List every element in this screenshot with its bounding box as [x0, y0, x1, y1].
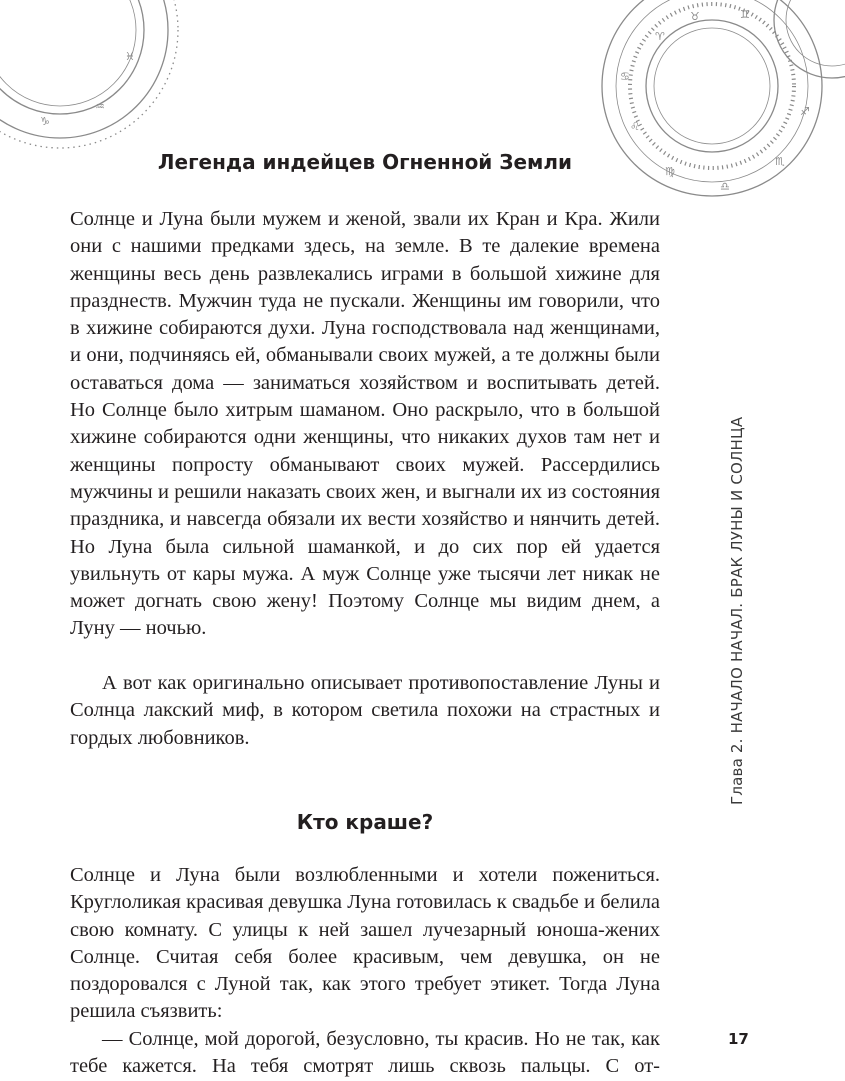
left-zodiac-wheel [0, 0, 178, 148]
legend-paragraph: Солнце и Луна были мужем и женой, звали их Кран и Кра. Жили они с нашими предками здесь, на земле. В те далекие времена женщины весь день развлекались играми в большой хижине для празднеств. Мужчин туда не пускали. Женщины им говорили, что в хижине собираются духи. Луна господствовала над женщинами, и они, подчиняясь ей, обманывали своих мужей, а те должны были оставаться дома — заниматься хозяйством и воспитывать детей. Но Солнце было хитрым шаманом. Оно раскрыло, что в большой хижине собираются одни женщины, что никаких духов там нет и женщины попросту обманывают своих мужей. Рассердились мужчины и решили наказать своих жен, и выгнали их из состояния праздника, и навсегда обязали их вести хозяйство и нянчить детей. Но Луна была сильной шаманкой, и до сих пор ей удается увильнуть от кары мужа. А муж Солнце уже тысячи лет никак не может догнать свою жену! Поэтому Солнце мы видим днем, а Луну — ночью. [70, 208, 660, 640]
zodiac-glyph: ♑ [40, 115, 50, 128]
page-number: 17 [728, 1030, 749, 1048]
myth-paragraph: Солнце и Луна были возлюбленными и хотели пожениться. Круглоликая красивая девушка Луна готовилась к свадьбе и белила свою комнату. С улицы к ней зашел лучезарный юноша-жених Солнце. Считая себя более красивым, чем девушка, он не поздоровался с Луной так, как этого требует этикет. Тогда Луна решила съязвить: [70, 864, 660, 1023]
zodiac-glyph: ♓ [125, 50, 135, 63]
zodiac-glyph: ♎ [720, 180, 730, 193]
zodiac-glyph: ♋ [620, 70, 630, 83]
dialogue-paragraph: — Солнце, мой дорогой, безусловно, ты красив. Но не так, как тебе кажется. На тебя смотрят лишь сквозь пальцы. С от- [70, 1028, 660, 1078]
zodiac-glyph: ♐ [800, 105, 810, 118]
zodiac-glyph: ♊ [740, 8, 750, 21]
zodiac-glyph: ♉ [690, 10, 700, 23]
intro-paragraph: А вот как оригинально описывает противопоставление Луны и Солнца лакский миф, в котором светила похожи на страстных и гордых любовников. [70, 672, 660, 749]
zodiac-glyph: ♈ [655, 30, 665, 43]
section-heading-who-is-prettier: Кто краше? [296, 810, 434, 834]
zodiac-glyph: ♒ [95, 100, 105, 113]
section-heading-legend: Легенда индейцев Огненной Земли [157, 150, 573, 174]
zodiac-glyph: ♍ [665, 165, 675, 178]
chapter-running-title: Глава 2. НАЧАЛО НАЧАЛ. БРАК ЛУНЫ И СОЛНЦА [728, 416, 746, 805]
zodiac-glyph: ♌ [630, 120, 640, 133]
zodiac-glyph: ♏ [775, 155, 785, 168]
